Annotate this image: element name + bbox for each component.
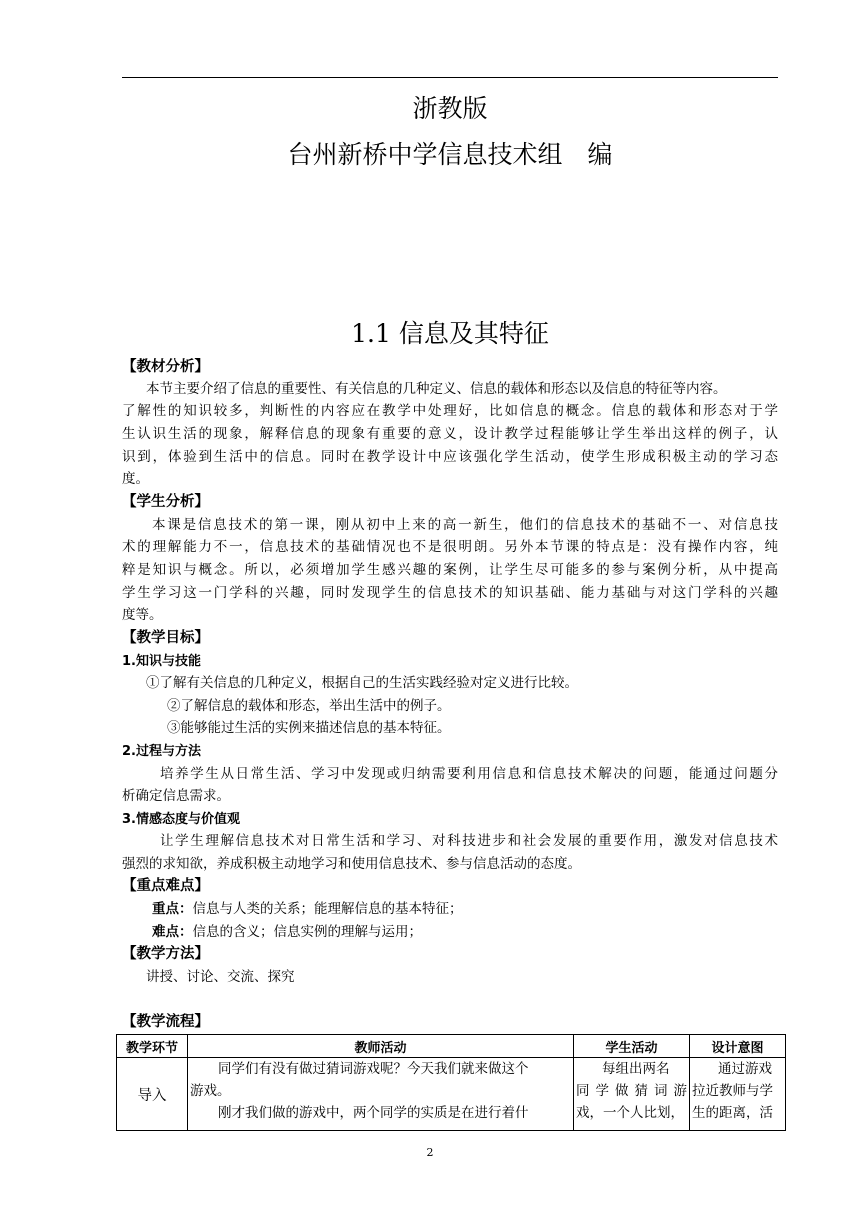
key-label: 重点： [152, 901, 193, 917]
paragraph-line: 度等。 [122, 607, 163, 623]
difficult-point-line [152, 922, 808, 943]
teacher-cell [188, 1058, 574, 1131]
lesson-name: 信息及其特征 [398, 319, 549, 348]
paragraph-line: 识到，体验到生活中的信息。同时在教学设计中应该强化学生活动，使学生形成积极主动的学习态 [122, 449, 778, 465]
cover-author: 台州新桥中学信息技术组 编 [287, 140, 613, 169]
page-number: 2 [426, 1146, 434, 1159]
goal-attitude-title: 3.情感态度与价值观 [122, 812, 240, 827]
heading-student-analysis: 【学生分析】 [122, 494, 209, 510]
paragraph-line: 本节主要介绍了信息的重要性、有关信息的几种定义、信息的载体和形态以及信息的特征等内容。 [146, 381, 727, 397]
methods-text: 讲授、讨论、交流、探究 [146, 969, 295, 985]
key-text: 信息与人类的关系；能理解信息的基本特征； [192, 901, 463, 917]
goal-item: ②了解信息的载体和形态，举出生活中的例子。 [167, 698, 451, 714]
cell-line: 生的距离，活 [692, 1105, 773, 1121]
stage-cell [117, 1058, 188, 1131]
column-header: 教师活动 [188, 1035, 574, 1058]
heading-goals: 【教学目标】 [122, 630, 209, 646]
table-header-row [117, 1035, 786, 1058]
cell-line: 拉近教师与学 [692, 1083, 773, 1099]
difficult-text: 信息的含义；信息实例的理解与运用； [192, 924, 422, 940]
table-row [117, 1058, 786, 1131]
goal-item: ③能够能过生活的实例来描述信息的基本特征。 [167, 720, 451, 736]
paragraph-line: 学生学习这一门学科的兴趣，同时发现学生的信息技术的知识基础、能力基础与对这门学科的兴趣 [122, 585, 778, 601]
header-rule [122, 77, 778, 78]
paragraph-line: 生认识生活的现象，解释信息的现象有重要的意义，设计教学过程能够让学生举出这样的例子，认 [122, 426, 778, 442]
difficult-label: 难点： [152, 924, 193, 940]
cell-line: 同学们有没有做过猜词游戏呢？今天我们就来做这个 [218, 1061, 529, 1077]
goal-item: ①了解有关信息的几种定义，根据自己的生活实践经验对定义进行比较。 [146, 675, 578, 691]
heading-flow: 【教学流程】 [122, 1014, 209, 1030]
cover-edition: 浙教版 [412, 94, 488, 123]
cell-line: 刚才我们做的游戏中，两个同学的实质是在进行着什 [218, 1105, 529, 1121]
paragraph-line: 培养学生从日常生活、学习中发现或归纳需要利用信息和信息技术解决的问题，能通过问题分 [160, 766, 778, 782]
cell-line: 通过游戏 [718, 1061, 772, 1077]
lesson-title [122, 318, 778, 350]
cell-line: 同学做猜词游 [576, 1083, 687, 1099]
student-cell [574, 1058, 690, 1131]
paragraph-line: 了解性的知识较多，判断性的内容应在教学中处理好，比如信息的概念。信息的载体和形态对于学 [122, 403, 778, 419]
stage-label: 导入 [137, 1087, 167, 1104]
column-header: 学生活动 [574, 1035, 690, 1058]
heading-textbook-analysis: 【教材分析】 [122, 359, 209, 375]
goal-process-title: 2.过程与方法 [122, 744, 201, 759]
column-header: 设计意图 [690, 1035, 786, 1058]
column-header: 教学环节 [117, 1035, 188, 1058]
lesson-number: 1.1 [351, 319, 391, 348]
cell-line: 每组出两名 [602, 1061, 670, 1077]
goal-knowledge-title: 1.知识与技能 [122, 654, 201, 669]
paragraph-line: 强烈的求知欲，养成积极主动地学习和使用信息技术、参与信息活动的态度。 [122, 856, 581, 872]
paragraph-line: 粹是知识与概念。所以，必须增加学生感兴趣的案例，让学生尽可能多的参与案例分析，从中提高 [122, 562, 778, 578]
paragraph-line: 析确定信息需求。 [122, 788, 230, 804]
cell-line: 戏，一个人比划， [576, 1105, 684, 1121]
heading-key-points: 【重点难点】 [122, 878, 209, 894]
paragraph-line: 度。 [122, 471, 149, 487]
paragraph-line: 术的理解能力不一，信息技术的基础情况也不是很明朗。另外本节课的特点是：没有操作内容，纯 [122, 539, 778, 555]
teaching-flow-table [116, 1034, 786, 1131]
cell-line: 游戏。 [190, 1083, 231, 1099]
heading-methods: 【教学方法】 [122, 946, 209, 962]
key-point-line [152, 899, 808, 920]
paragraph-line: 让学生理解信息技术对日常生活和学习、对科技进步和社会发展的重要作用，激发对信息技术 [160, 833, 778, 849]
intent-cell [690, 1058, 786, 1131]
paragraph-line: 本课是信息技术的第一课，刚从初中上来的高一新生，他们的信息技术的基础不一、对信息技 [152, 517, 778, 533]
